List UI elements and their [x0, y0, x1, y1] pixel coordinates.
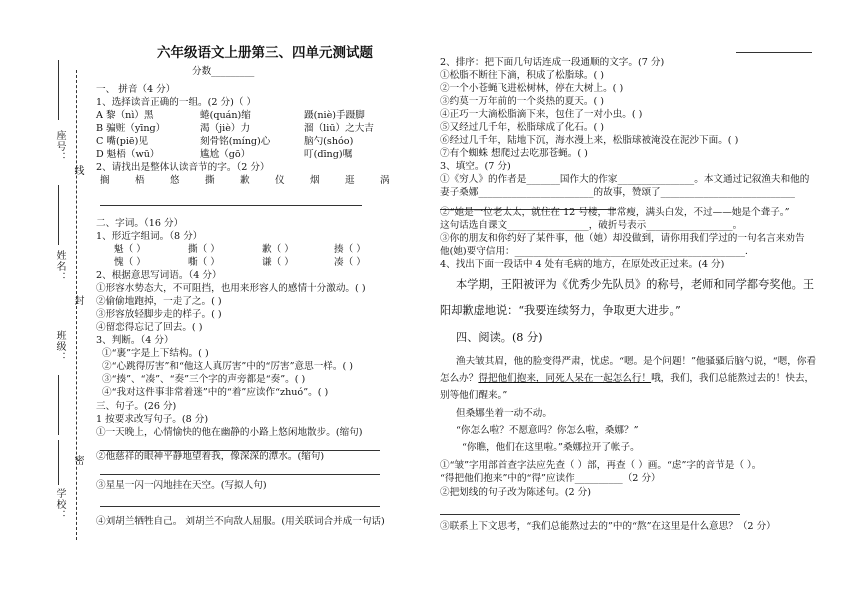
answer-item[interactable]: ②“心跳得厉害”和“他这人真厉害”中的“厉害”意思一样。( ) — [102, 361, 354, 372]
question: 2、排序：把下面几句话连成一段通顺的文字。(7 分) — [440, 57, 665, 68]
page-title: 六年级语文上册第三、四单元测试题 — [157, 45, 373, 61]
option-a-1: A 黎（nì）黑 — [96, 110, 154, 121]
section-words: 二、字词。（16 分） — [96, 218, 184, 229]
answer-item[interactable]: ①《穷人》的作者是_______国作大的作家________________。本文通过记叙渔夫和他的 — [440, 174, 810, 185]
answer-line[interactable] — [100, 506, 380, 507]
character: 撕 — [205, 175, 215, 186]
question: ②把划线的句子改为陈述句。(2 分) — [440, 487, 591, 498]
line-label: 线 — [72, 165, 83, 176]
answer-item[interactable]: ②偷偷地跑掉，一走了之。( ) — [96, 296, 222, 307]
answer-item[interactable]: ⑦有个蜘蛛 想爬过去吃那苍蝇。( ) — [440, 148, 588, 159]
answer-line[interactable] — [100, 474, 380, 475]
class-field[interactable] — [58, 375, 59, 435]
answer-item[interactable]: ①“裹”字是上下结构。( ) — [102, 348, 209, 359]
word-cell[interactable]: 魁（ ） — [114, 244, 146, 255]
question: 2、请找出是整体认读音节的字。（2 分） — [96, 162, 270, 173]
section-reading: 四、阅读。(8 分) — [456, 331, 543, 344]
answer-item[interactable]: 他(她)要守信用：________________________________________________. — [440, 246, 748, 257]
seat-label: 座号： — [54, 130, 65, 163]
reading-line: 但桑娜坐着一动不动。 — [456, 408, 552, 419]
question: ③联系上下文思考，“我们总能熬过去的”中的“熬”在这里是什么意思？（2 分） — [440, 521, 776, 532]
option-b-3: 溜（liū）之大吉 — [304, 123, 374, 134]
word-cell[interactable]: 揍（ ） — [334, 244, 366, 255]
answer-item[interactable]: ④“我对这件事非常着迷”中的“着”应读作“zhuó”。( ) — [102, 387, 329, 398]
option-c-2: 刻骨铭(míng)心 — [200, 136, 271, 147]
name-field[interactable] — [58, 185, 59, 245]
question: ②他慈祥的眼神平静地望着我，像深深的潭水。(缩句) — [96, 451, 325, 462]
option-c-1: C 嘴(piē)见 — [96, 136, 148, 147]
word-cell[interactable]: 谦（ ） — [262, 257, 294, 268]
seal-label: 封 — [72, 295, 83, 306]
reading-line: “你瞧，他们在这里啦。”桑娜拉开了帐子。 — [462, 442, 640, 453]
character: 烟 — [310, 175, 320, 186]
answer-item[interactable]: ④留恋得忘记了回去。( ) — [96, 322, 203, 333]
answer-item[interactable]: ③“揍”、“凑”、“奏”三个字的声旁都是“奏”。( ) — [102, 374, 306, 385]
question: ④刘胡兰牺牲自己。 刘胡兰不向敌人屈服。(用关联词合并成一句话) — [96, 516, 385, 527]
answer-item[interactable]: ①形容水势态大，不可阻挡，也用来形容人的感情十分激动。( ) — [96, 283, 366, 294]
secret-label: 密 — [72, 455, 83, 466]
character: 涡 — [380, 175, 390, 186]
character: 仪 — [275, 175, 285, 186]
school-field[interactable] — [58, 440, 59, 485]
word-cell[interactable]: 嘶（ ） — [188, 257, 220, 268]
underlined-sentence: 得把他们抱来，同死人呆在一起怎么行！ — [478, 373, 652, 384]
word-cell[interactable]: 撕（ ） — [188, 244, 220, 255]
question: ①一天晚上，心情愉快的他在幽静的小路上悠闲地散步。(缩句) — [96, 427, 363, 438]
paragraph-line: 本学期，王阳被评为《优秀少先队员》的称号，老师和同学都夸奖他。王 — [456, 278, 815, 291]
reading-text: 怎么办？ — [440, 373, 479, 384]
option-a-3: 蹑(niè)手蹑脚 — [304, 110, 365, 121]
question: 4、找出下面一段话中 4 处有毛病的地方，在原处改正过来。(4 分) — [440, 259, 725, 270]
question: 3、判断。（4 分） — [96, 335, 174, 346]
section-pinyin: 一、 拼音（4 分） — [96, 84, 176, 95]
character: 悠 — [170, 175, 180, 186]
option-c-3: 脑勺(shóo) — [304, 136, 354, 147]
class-label: 班级： — [54, 330, 65, 363]
word-cell[interactable]: 愧（ ） — [114, 257, 146, 268]
binding-margin — [0, 0, 95, 592]
answer-item[interactable]: “得把他们抱来”中的“得”应读作__________（2 分） — [440, 473, 661, 484]
answer-item: ②“她是一位老太太，就住在 12 号楼，非常瘦，满头白发，不过——她是个聋子。” — [440, 207, 790, 218]
question: 1、形近字组词。（8 分） — [96, 231, 203, 242]
option-a-2: 蜷(quán)缩 — [200, 110, 251, 121]
character-list — [100, 175, 415, 188]
option-b-2: 渴（jiè）力 — [200, 123, 251, 134]
answer-item[interactable]: ③约莫一万年前的一个炎热的夏天。( ) — [440, 96, 605, 107]
word-cell[interactable]: 歉（ ） — [262, 244, 294, 255]
reading-text: 哦，我们，我们总能熬过去的！快去， — [651, 373, 815, 384]
paragraph-line: 阳却歉虚地说：“我要连续努力，争取更大进步。” — [440, 304, 681, 317]
answer-item[interactable]: ①“皱”字用部首查字法应先查（ ）部，再查（ ）画。“虑”字的音节是（ ）。 — [440, 460, 762, 471]
reading-line — [440, 373, 814, 386]
character: 歉 — [240, 175, 250, 186]
reading-line: 渔夫皱其眉，他的脸变得严肃，忧虑。“嗯。是个问题！”他骚骚后脑勺说，“嗯，你看 — [456, 356, 817, 367]
seat-field[interactable] — [58, 60, 59, 120]
answer-item[interactable]: ②一个小苍蝇飞进松树林，停在大树上。( ) — [440, 83, 624, 94]
answer-item[interactable]: ①松脂不断往下滴，积成了松脂球。( ) — [440, 70, 605, 81]
character: 逛 — [345, 175, 355, 186]
answer-item[interactable]: ⑤又经过几千年，松脂球成了化石。( ) — [440, 122, 605, 133]
answer-item[interactable]: 这句话选自课文_________________，破折号表示__________________。 — [440, 220, 743, 231]
option-d-1: D 魁梧（wū） — [96, 149, 160, 160]
answer-item[interactable]: ③形容放轻脚步走的样子。( ) — [96, 309, 222, 320]
score-field[interactable]: 分数_________ — [192, 66, 255, 77]
answer-item: ③你的朋友和你约好了某件事，他（她）却没做到，请你用我们学过的一句名言来劝告 — [440, 233, 805, 244]
question: 2、根据意思写词语。（4 分） — [96, 270, 222, 281]
question: 1、选择读音正确的一组。(2 分)（ ） — [96, 97, 257, 108]
answer-line[interactable] — [440, 514, 740, 515]
answer-item[interactable]: ⑥经过几千年，陆地下沉，海水漫上来，松脂球被淹没在泥沙下面。( ) — [440, 135, 739, 146]
answer-item[interactable]: ④正巧一大滴松脂滴下来，包住了一对小虫。( ) — [440, 109, 643, 120]
reading-line: “你怎么啦？不愿意吗？你怎么啦，桑娜？” — [456, 425, 639, 436]
header-line — [736, 52, 812, 53]
answer-item[interactable]: 妻子桑娜________________________的故事，赞颂了____________________________ — [440, 187, 795, 198]
character: 梧 — [135, 175, 145, 186]
word-cell[interactable]: 凑（ ） — [334, 257, 366, 268]
question: ③星星一闪一闪地挂在天空。(写拟人句) — [96, 480, 267, 491]
character: 搁 — [100, 175, 110, 186]
answer-line[interactable] — [100, 205, 362, 206]
option-d-3: 叮(dīng)嘱 — [304, 149, 353, 160]
section-sentences: 三、句子。(26 分) — [96, 401, 177, 412]
option-d-2: 尴尬（gō） — [200, 149, 251, 160]
name-label: 姓名： — [54, 250, 65, 283]
reading-line: 别等他们醒来。” — [440, 390, 508, 401]
question: 1 按要求改写句子。(8 分) — [96, 414, 209, 425]
option-b-1: B 骗赃（yīng） — [96, 123, 166, 134]
question: 3、填空。(7 分) — [440, 161, 511, 172]
school-label: 学校： — [54, 488, 65, 521]
